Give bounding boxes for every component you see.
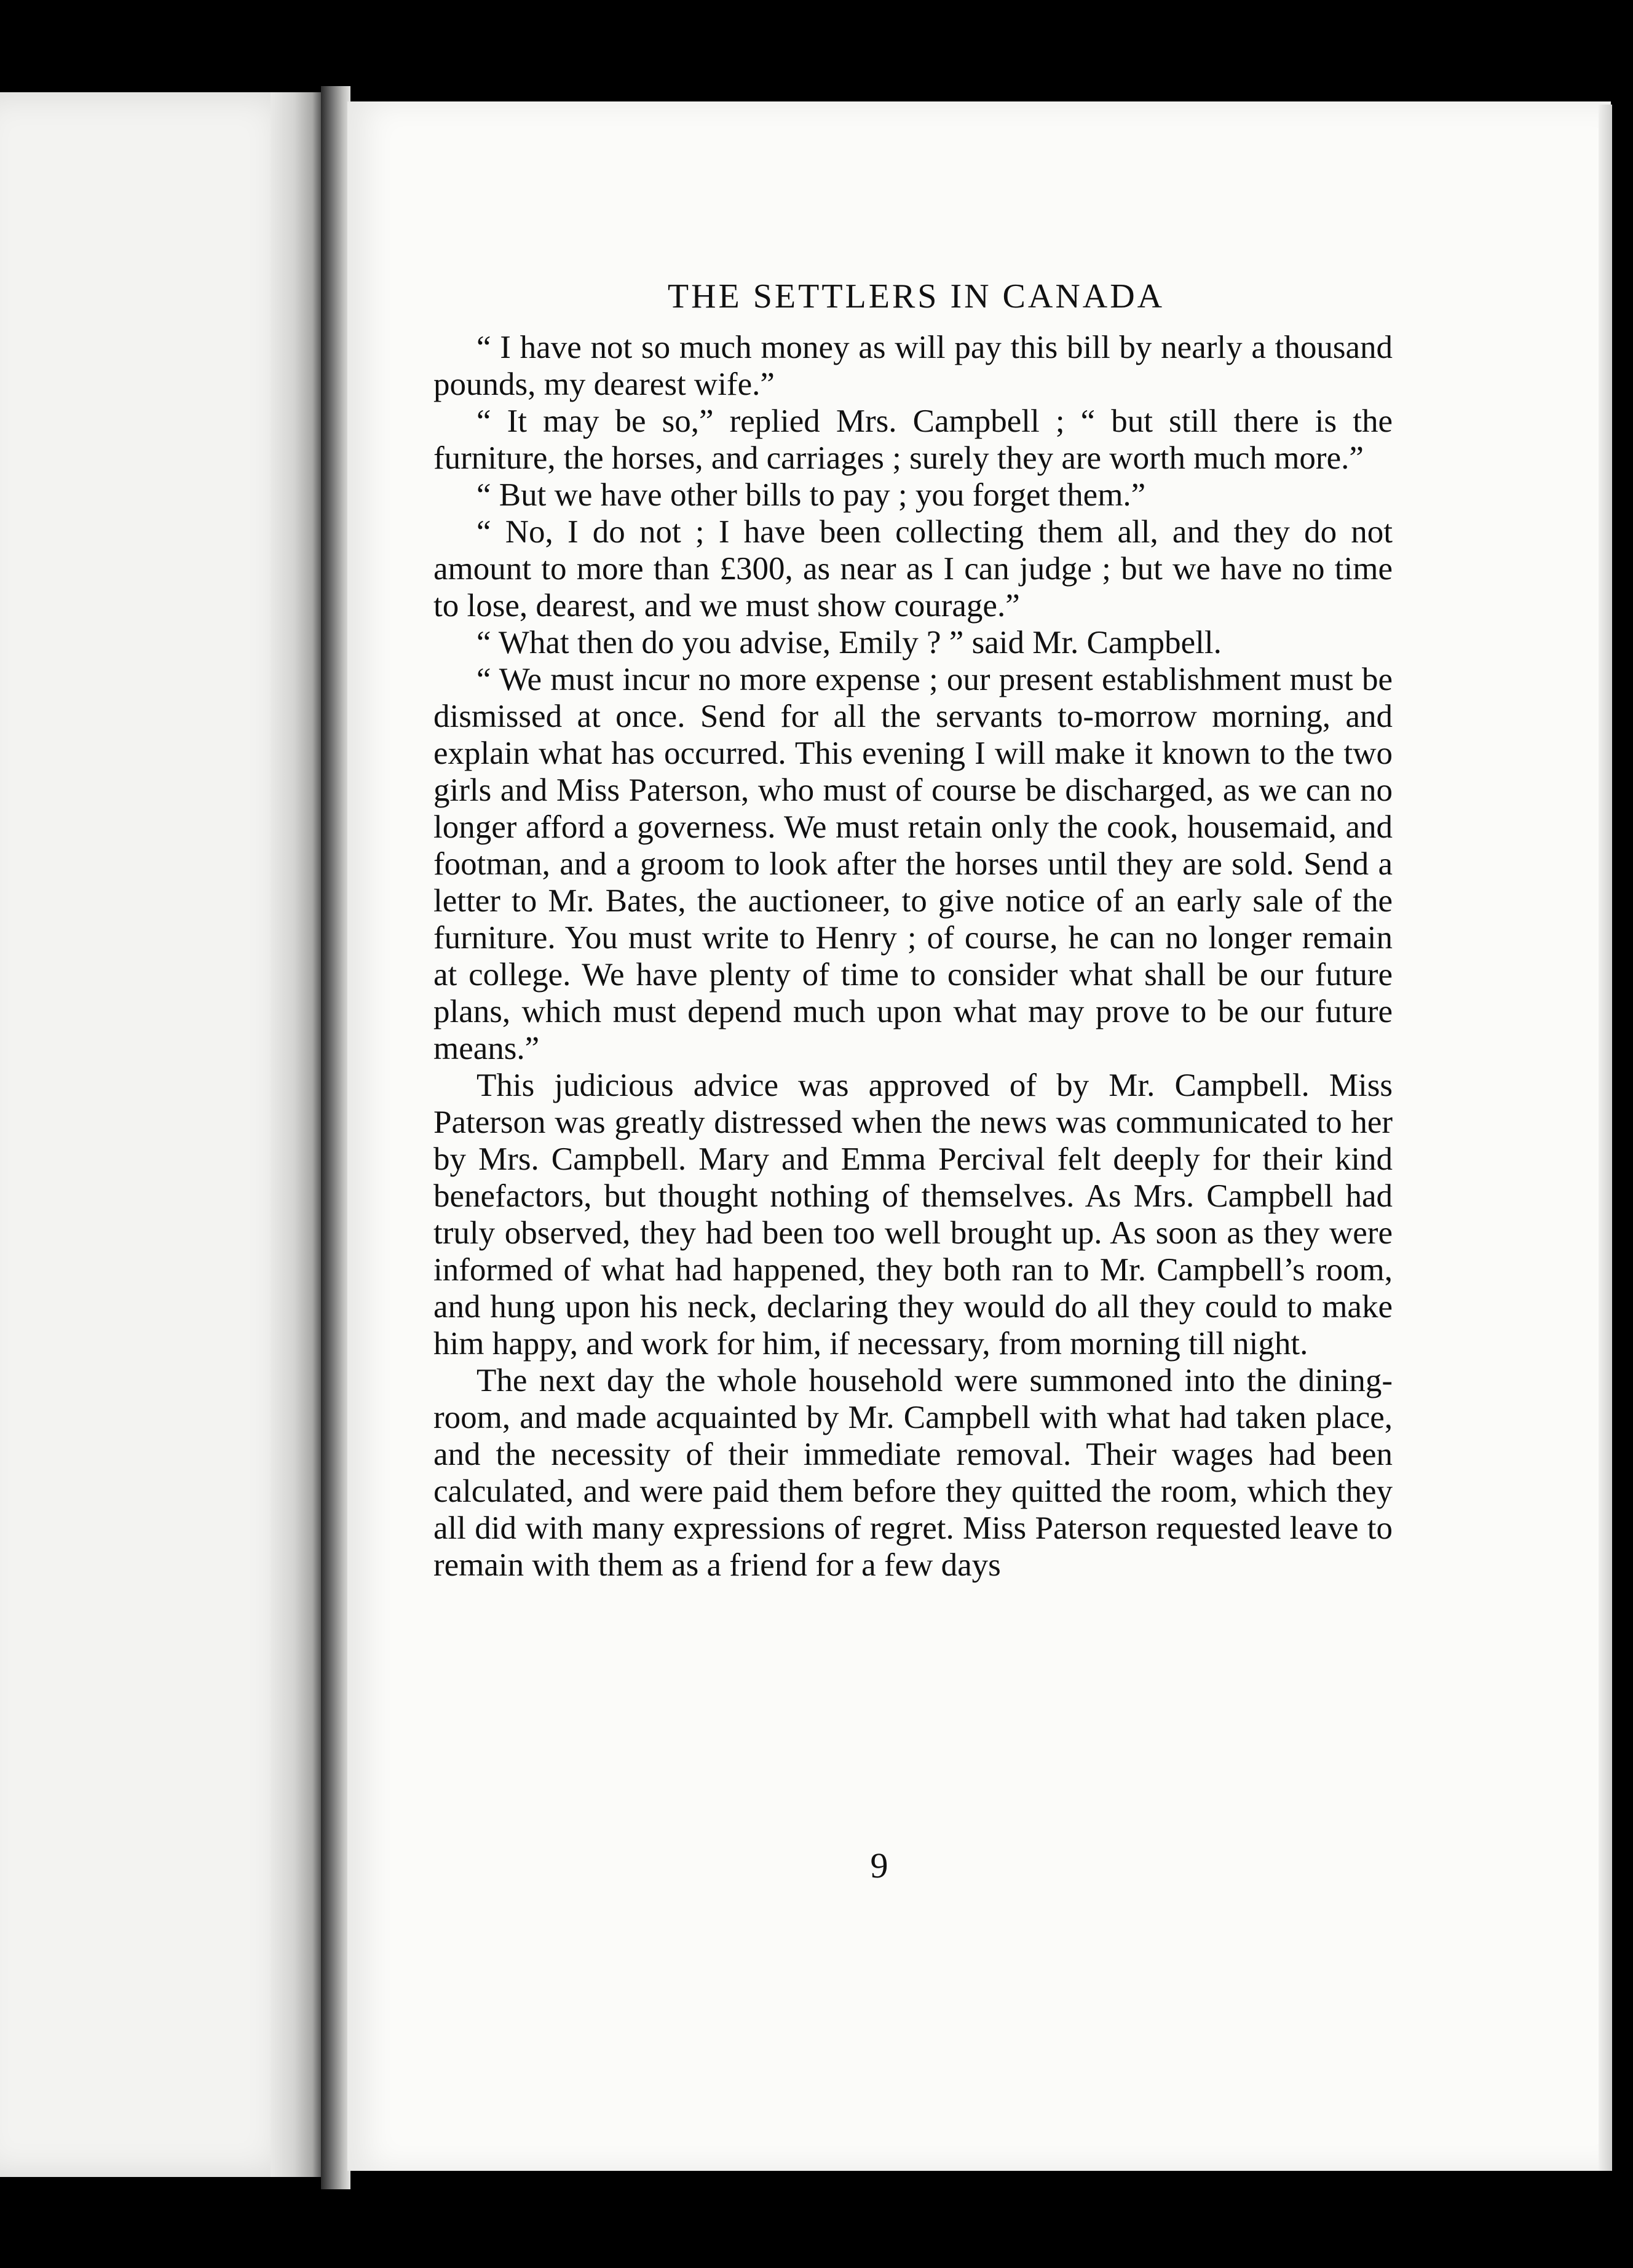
right-page-body <box>433 329 1393 1584</box>
left-page-text <box>0 0 307 2268</box>
paragraph: “ I have not so much money as will pay this bill by nearly a thousand pounds, my dearest wife.” <box>433 330 1393 402</box>
paragraph: “ It may be so,” replied Mrs. Campbell ; “ but still there is the furniture, the horses, and carriages ; surely they are worth much more.” <box>433 403 1393 476</box>
paragraph: “ What then do you advise, Emily ? ” said Mr. Campbell. <box>476 625 1222 660</box>
paragraph: “ But we have other bills to pay ; you forget them.” <box>476 477 1146 513</box>
running-head: THE SETTLERS IN CANADA <box>667 277 1165 315</box>
right-page-edge <box>1599 105 1612 2171</box>
book-gutter <box>321 86 350 2189</box>
paragraph: This judicious advice was approved of by Mr. Campbell. Miss Paterson was greatly distressed when the news was communicated to her by Mrs. Campbell. Mary and Emma Percival felt deeply for their kind benefactors, but thought nothing of themselves. As Mrs. Campbell had truly observed, they had been too well brought up. As soon as they were informed of what had happened, they both ran to Mr. Campbell’s room, and hung upon his neck, declaring they would do all they could to make him happy, and work for him, if necessary, from morning till night. <box>433 1068 1393 1362</box>
page-number: 9 <box>870 1846 888 1885</box>
paragraph: “ We must incur no more expense ; our present establishment must be dismissed at once. Send for all the servants to-morrow morning, and explain what has occurred. This evening I will make it known to the two girls and Miss Paterson, who must of course be discharged, as we can no longer afford a governess. We must retain only the cook, housemaid, and footman, and a groom to look after the horses until they are sold. Send a letter to Mr. Bates, the auctioneer, to give notice of an early sale of the furniture. You must write to Henry ; of course, he can no longer remain at college. We have plenty of time to consider what shall be our future plans, which must depend much upon what may prove to be our future means.” <box>433 662 1393 1066</box>
paragraph: The next day the whole household were summoned into the dining-room, and made acquainted by Mr. Campbell with what had taken place, and the necessity of their immediate removal. Their wages had been calculated, and were paid them before they quitted the room, which they all did with many expressions of regret. Miss Paterson requested leave to remain with them as a friend for a few days <box>433 1363 1393 1583</box>
paragraph: “ No, I do not ; I have been collecting them all, and they do not amount to more than £300, as near as I can judge ; but we have no time to lose, dearest, and we must show courage.” <box>433 514 1393 624</box>
